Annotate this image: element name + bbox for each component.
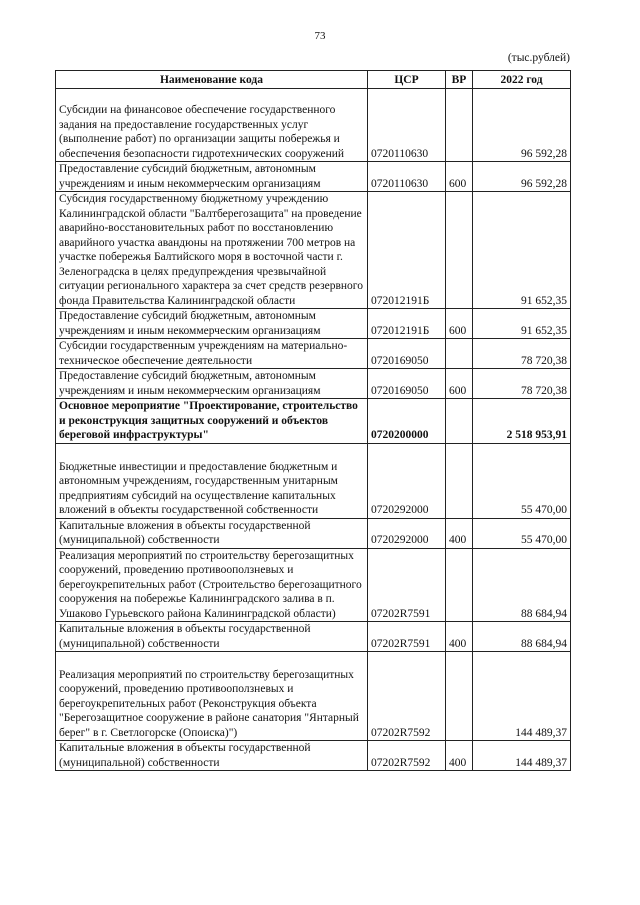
row-amount: 2 518 953,91 — [473, 399, 571, 444]
row-csr: 0720292000 — [368, 443, 446, 518]
row-amount: 88 684,94 — [473, 548, 571, 622]
table-row — [56, 162, 571, 192]
page-number: 73 — [314, 30, 326, 42]
row-vr — [446, 89, 473, 162]
row-vr: 400 — [446, 518, 473, 548]
table-row — [56, 652, 571, 741]
row-amount: 144 489,37 — [473, 652, 571, 741]
row-name: Капитальные вложения в объекты государственной (муниципальной) собственности — [56, 518, 368, 548]
table-row — [56, 89, 571, 162]
row-amount: 78 720,38 — [473, 339, 571, 369]
row-vr — [446, 339, 473, 369]
row-name: Субсидии государственным учреждениям на материально-техническое обеспечение деятельности — [56, 339, 368, 369]
row-vr: 400 — [446, 741, 473, 771]
header-csr: ЦСР — [368, 71, 446, 89]
row-name: Основное мероприятие "Проектирование, строительство и реконструкция защитных сооружений и объектов береговой инфраструктуры" — [56, 399, 368, 444]
row-csr: 07202R7592 — [368, 652, 446, 741]
row-name: Капитальные вложения в объекты государственной (муниципальной) собственности — [56, 741, 368, 771]
row-amount: 55 470,00 — [473, 518, 571, 548]
table-row — [56, 192, 571, 309]
row-amount: 78 720,38 — [473, 369, 571, 399]
row-vr — [446, 443, 473, 518]
row-name: Капитальные вложения в объекты государственной (муниципальной) собственности — [56, 622, 368, 652]
row-vr: 600 — [446, 309, 473, 339]
row-csr: 07202R7591 — [368, 548, 446, 622]
row-name: Бюджетные инвестиции и предоставление бюджетным и автономным учреждениям, государственным унитарным предприятиям субсидий на осуществление капитальных вложений в объекты государственной собственности — [56, 443, 368, 518]
row-vr: 400 — [446, 622, 473, 652]
row-amount: 96 592,28 — [473, 89, 571, 162]
table-row — [56, 741, 571, 771]
row-csr: 0720169050 — [368, 369, 446, 399]
row-name: Предоставление субсидий бюджетным, автономным учреждениям и иным некоммерческим организациям — [56, 162, 368, 192]
row-vr — [446, 548, 473, 622]
row-csr: 0720169050 — [368, 339, 446, 369]
row-name: Предоставление субсидий бюджетным, автономным учреждениям и иным некоммерческим организациям — [56, 309, 368, 339]
units-label: (тыс.рублей) — [507, 52, 570, 64]
table-row — [56, 399, 571, 444]
row-amount: 88 684,94 — [473, 622, 571, 652]
header-year: 2022 год — [473, 71, 571, 89]
row-amount: 91 652,35 — [473, 192, 571, 309]
row-vr — [446, 192, 473, 309]
row-name: Реализация мероприятий по строительству берегозащитных сооружений, проведению противооползневых и берегоукрепительных работ (Реконструкция объекта "Берегозащитное сооружение в районе санатория "Янтарный берег" в г. Светлогорске (Опоиска)") — [56, 652, 368, 741]
row-vr: 600 — [446, 369, 473, 399]
row-csr: 07202R7592 — [368, 741, 446, 771]
row-amount: 55 470,00 — [473, 443, 571, 518]
row-name: Реализация мероприятий по строительству берегозащитных сооружений, проведению противооползневых и берегоукрепительных работ (Строительство берегозащитного сооружения на побережье Калининградского залива в п. Ушаково Гурьевского района Калининградской области) — [56, 548, 368, 622]
table-row — [56, 369, 571, 399]
row-vr — [446, 399, 473, 444]
row-amount: 144 489,37 — [473, 741, 571, 771]
row-csr: 07202R7591 — [368, 622, 446, 652]
row-name: Субсидии на финансовое обеспечение государственного задания на предоставление государственных услуг (выполнение работ) по организации защиты побережья и обеспечения безопасности гидротехнических сооружений — [56, 89, 368, 162]
table-header-row — [56, 71, 571, 89]
budget-table — [55, 70, 571, 771]
table-row — [56, 622, 571, 652]
table-row — [56, 518, 571, 548]
row-csr: 072012191Б — [368, 192, 446, 309]
row-vr — [446, 652, 473, 741]
row-amount: 96 592,28 — [473, 162, 571, 192]
table-row — [56, 339, 571, 369]
row-csr: 0720110630 — [368, 162, 446, 192]
row-csr: 0720200000 — [368, 399, 446, 444]
table-row — [56, 548, 571, 622]
row-csr: 0720292000 — [368, 518, 446, 548]
row-amount: 91 652,35 — [473, 309, 571, 339]
row-name: Предоставление субсидий бюджетным, автономным учреждениям и иным некоммерческим организациям — [56, 369, 368, 399]
row-csr: 072012191Б — [368, 309, 446, 339]
header-vr: ВР — [446, 71, 473, 89]
row-csr: 0720110630 — [368, 89, 446, 162]
row-name: Субсидия государственному бюджетному учреждению Калининградской области "Балтберегозащита" на проведение аварийно-восстановительных работ по восстановлению аварийного участка авандюны на протяжении 700 метров на участке побережья Балтийского моря в восточной части г. Зеленоградска в целях предупреждения чрезвычайной ситуации регионального характера за счет средств резервного фонда Правительства Калининградской области — [56, 192, 368, 309]
table-row — [56, 443, 571, 518]
table-row — [56, 309, 571, 339]
row-vr: 600 — [446, 162, 473, 192]
header-name: Наименование кода — [56, 71, 368, 89]
